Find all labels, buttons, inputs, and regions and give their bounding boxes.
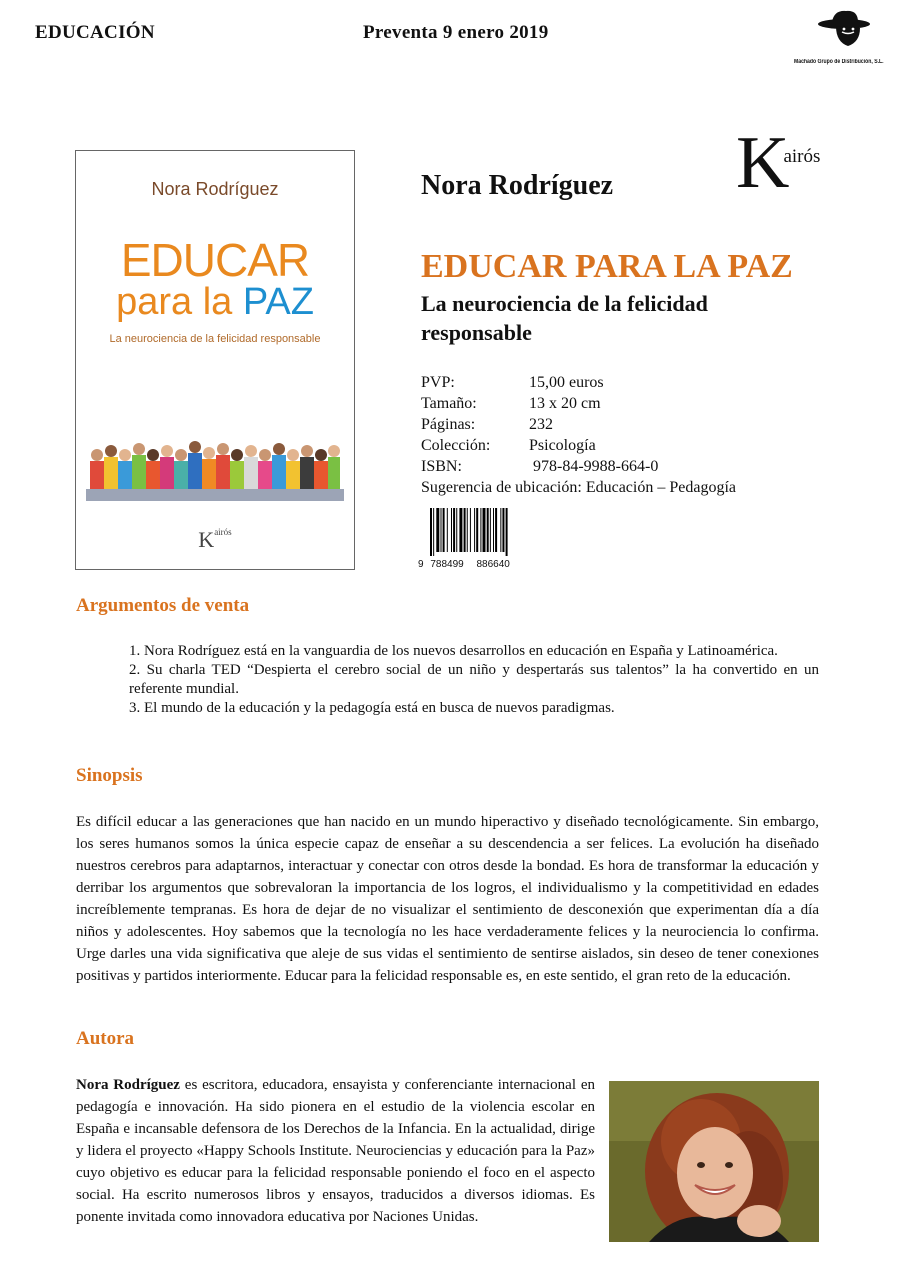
author-photo — [609, 1081, 819, 1242]
barcode-bar — [453, 508, 455, 552]
spec-size-label: Tamaño: — [421, 395, 477, 412]
spec-pages-label: Páginas: — [421, 416, 476, 433]
book-author: Nora Rodríguez — [421, 170, 614, 201]
argument-item: 2. Su charla TED “Despierta el cerebro social de un niño y despertarás sus talentos” la ha convertido en un referente mundial. — [129, 662, 819, 697]
spec-size — [421, 393, 736, 414]
barcode-bar — [433, 508, 434, 556]
publisher-logo-small: airós — [783, 146, 821, 167]
arguments-list — [129, 642, 819, 718]
barcode-digit-2: 788499 — [430, 559, 464, 570]
barcode-bar — [474, 508, 475, 552]
barcode-bar — [441, 508, 442, 552]
spec-isbn-label: ISBN: — [421, 458, 462, 475]
spec-pvp-value: 15,00 euros — [529, 374, 604, 391]
barcode-bar — [500, 508, 501, 552]
spec-collection — [421, 435, 736, 456]
spec-collection-label: Colección: — [421, 437, 491, 454]
barcode-bar — [470, 508, 471, 552]
barcode-bar — [447, 508, 448, 552]
barcode-bar — [467, 508, 468, 552]
spec-pvp — [421, 372, 736, 393]
book-specs — [421, 372, 736, 498]
barcode-bar — [506, 508, 508, 556]
barcode-bar — [459, 508, 462, 552]
author-bio-name: Nora Rodríguez — [76, 1077, 180, 1093]
arguments-title: Argumentos de venta — [76, 595, 250, 616]
barcode-bar — [430, 508, 432, 556]
barcode-bar — [451, 508, 452, 552]
barcode-bar — [483, 508, 486, 552]
spec-pvp-label: PVP: — [421, 374, 455, 391]
book-title: EDUCAR PARA LA PAZ — [421, 248, 793, 285]
barcode-bar — [436, 508, 439, 552]
synopsis-title: Sinopsis — [76, 765, 143, 786]
spec-size-value: 13 x 20 cm — [529, 395, 601, 412]
argument-item: 3. El mundo de la educación y la pedagogía está en busca de nuevos paradigmas. — [129, 700, 615, 716]
spec-isbn — [421, 456, 736, 477]
spec-collection-value: Psicología — [529, 437, 596, 454]
barcode-bar — [476, 508, 478, 552]
cover-subtitle: La neurociencia de la felicidad responsable — [109, 333, 321, 345]
cover-logo-big: K — [198, 527, 215, 552]
cover-publisher-logo — [76, 527, 354, 553]
cover-title-line2 — [76, 281, 354, 324]
cover-author: Nora Rodríguez — [151, 179, 279, 199]
distributor-logo — [794, 8, 886, 65]
barcode-bar — [493, 508, 494, 552]
barcode — [418, 508, 542, 568]
author-bio — [76, 1074, 595, 1228]
barcode-digit-1: 9 — [418, 559, 424, 570]
barcode-bars — [418, 508, 542, 556]
barcode-digits — [418, 559, 542, 570]
barcode-bar — [480, 508, 481, 552]
publisher-logo-big: K — [736, 122, 790, 204]
presale-date: Preventa 9 enero 2019 — [363, 22, 549, 43]
author-title: Autora — [76, 1028, 135, 1049]
cover-title-line2-b: PAZ — [242, 281, 314, 323]
spec-isbn-value: 978-84-9988-664-0 — [533, 458, 659, 475]
hat-man-icon — [806, 8, 886, 54]
barcode-digit-3: 886640 — [476, 559, 510, 570]
spec-pages — [421, 414, 736, 435]
spec-pages-value: 232 — [529, 416, 553, 433]
author-bio-text: es escritora, educadora, ensayista y conferenciante internacional en pedagogía e innovación. Ha sido pionera en el estudio de la violencia escolar en España e incansable defensora de los Derechos de la Infancia. En la actualidad, dirige y lidera el proyecto «Happy Schools Institute. Neurociencias y educación para la Paz» cuyo objetivo es educar para la felicidad responsable poniendo el foco en el aspecto social. Ha escrito numerosos libros y ensayos, traducidos a diversos idiomas. Es ponente invitada como innovadora educativa por Naciones Unidas. — [76, 1077, 595, 1225]
barcode-bar — [464, 508, 466, 552]
barcode-bar — [495, 508, 497, 552]
synopsis-text: Es difícil educar a las generaciones que han nacido en un mundo hiperactivo y diseñado tecnológicamente. Sin embargo, los seres humanos somos la única especie capaz de enseñar a su descendencia a ser felices. La evolución ha diseñado nuestros cerebros para adaptarnos, interactuar y conectar con otros desde la bondad. Es hora de transformar la educación y derribar los argumentos que sobrevaloran la importancia de los logros, el individualismo y la competitividad en edades increíblemente tempranas. Es hora de dejar de no visualizar el sentimiento de desconexión que experimentan día a día niños y adolescentes. Hoy sabemos que la tecnología no les hace verdaderamente felices y la neurociencia lo confirma. Urge darles una vida significativa que aleje de sus vidas el sentimiento de sentirse aislados, sin deseo de tener conexiones positivas y partidos interiormente. Educar para la felicidad responsable es, en este sentido, el gran reto de la educación. — [76, 814, 819, 984]
barcode-bar — [443, 508, 445, 552]
distributor-logo-text: Machado Grupo de Distribución, S.L. — [794, 59, 884, 65]
cover-title-line2-a: para la — [116, 281, 243, 323]
spec-placement: Sugerencia de ubicación: Educación – Pedagogía — [421, 479, 736, 496]
book-cover — [75, 150, 355, 570]
cover-title-line1: EDUCAR — [120, 234, 310, 286]
publisher-logo — [736, 122, 826, 204]
barcode-bar — [487, 508, 489, 552]
barcode-bar — [456, 508, 457, 552]
author-portrait — [609, 1081, 819, 1242]
argument-item: 1. Nora Rodríguez está en la vanguardia de los nuevos desarrollos en educación en España y Latinoamérica. — [129, 643, 778, 659]
barcode-bar — [502, 508, 504, 552]
children-group-image — [86, 431, 344, 501]
book-subtitle: La neurociencia de la felicidad responsable — [421, 291, 708, 345]
barcode-bar — [490, 508, 491, 552]
cover-logo-small: airós — [214, 527, 232, 537]
category-label: EDUCACIÓN — [35, 22, 155, 43]
